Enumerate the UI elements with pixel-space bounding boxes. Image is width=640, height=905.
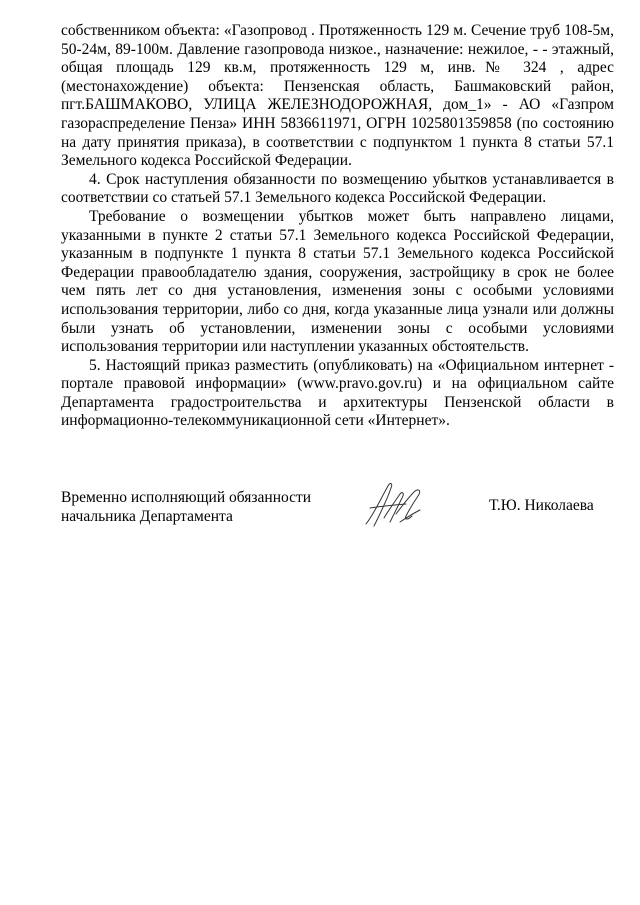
- handwritten-signature-icon: [360, 478, 430, 530]
- paragraph-item-4: 4. Срок наступления обязанности по возмещению убытков устанавливается в соответствии со статьей 57.1 Земельного кодекса Российской Федерации.: [61, 170, 614, 207]
- document-body: [61, 22, 614, 431]
- paragraph-item-5: 5. Настоящий приказ разместить (опубликовать) на «Официальном интернет - портале правовой информации» (www.pravo.gov.ru) и на официальном сайте Департамента градостроительства и архитектуры Пензенской области в информационно-телекоммуникационной сети «Интернет».: [61, 356, 614, 430]
- paragraph-object-owner: собственником объекта: «Газопровод . Протяженность 129 м. Сечение труб 108-5м, 50-24м, 89-100м. Давление газопровода низкое., назначение: нежилое, - - этажный, общая площадь 129 кв.м, протяженность 129 м, инв.№ 324 , адрес (местонахождение) объекта: Пензенская область, Башмаковский район, пгт.БАШМАКОВО, УЛИЦА ЖЕЛЕЗНОДОРОЖНАЯ, дом_1» - АО «Газпром газораспределение Пенза» ИНН 5836611971, ОГРН 1025801359858 (по состоянию на дату принятия приказа), в соответствии с подпунктом 1 пункта 8 статьи 57.1 Земельного кодекса Российской Федерации.: [61, 22, 614, 170]
- signatory-name: Т.Ю. Николаева: [489, 497, 594, 514]
- signatory-position-line-2: начальника Департамента: [61, 507, 233, 525]
- signatory-position: [61, 489, 311, 526]
- paragraph-claim-requirements: Требование о возмещении убытков может быть направлено лицами, указанными в пункте 2 статьи 57.1 Земельного кодекса Российской Федерации, указанным в подпункте 1 пункта 8 статьи 57.1 Земельного кодекса Российской Федерации правообладателю здания, сооружения, застройщику в срок не более чем пять лет со дня установления, изменения зоны с особыми условиями использования территории, либо со дня, когда указанные лица узнали или должны были узнать об установлении, изменении зоны с особыми условиями использования территории или наступлении указанных обстоятельств.: [61, 207, 614, 356]
- signatory-position-line-1: Временно исполняющий обязанности: [61, 489, 312, 506]
